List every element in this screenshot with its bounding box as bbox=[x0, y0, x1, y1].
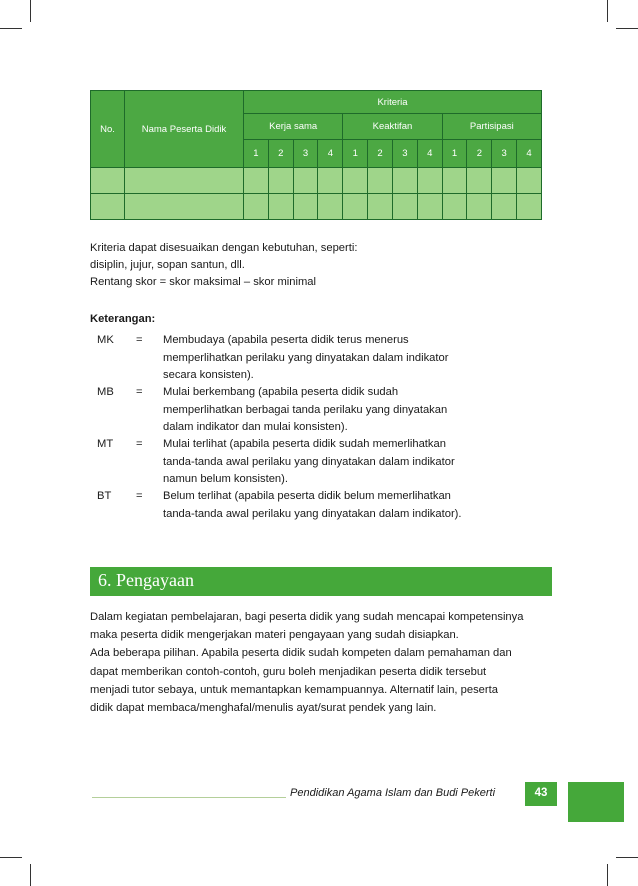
definition-eq: = bbox=[136, 386, 143, 398]
definition-line: secara konsisten). bbox=[163, 369, 254, 381]
definition-line: memperlihatkan berbagai tanda perilaku yang dinyatakan bbox=[163, 403, 448, 416]
assessment-table bbox=[90, 90, 542, 220]
definition-code: MK bbox=[97, 334, 114, 346]
table-row bbox=[91, 168, 542, 194]
definition-line: namun belum konsisten). bbox=[163, 473, 288, 485]
note-line: disiplin, jujur, sopan santun, dll. bbox=[90, 259, 245, 271]
crop-mark bbox=[0, 28, 22, 29]
note-line: Rentang skor = skor maksimal – skor minimal bbox=[90, 276, 316, 288]
score-header: 4 bbox=[318, 140, 343, 168]
page-number: 43 bbox=[525, 782, 557, 806]
score-header: 1 bbox=[343, 140, 368, 168]
score-header: 2 bbox=[467, 140, 492, 168]
score-header: 3 bbox=[293, 140, 318, 168]
definition-code: MT bbox=[97, 438, 114, 450]
definition-eq: = bbox=[136, 490, 143, 502]
header-group-kerja-sama: Kerja sama bbox=[244, 114, 343, 140]
score-header: 1 bbox=[244, 140, 269, 168]
paragraph-line: Ada beberapa pilihan. Apabila peserta didik sudah kompeten dalam pemahaman dan bbox=[90, 647, 512, 660]
score-header: 4 bbox=[417, 140, 442, 168]
header-group-partisipasi: Partisipasi bbox=[442, 114, 541, 140]
definition-text bbox=[163, 384, 447, 437]
footer-rule bbox=[92, 797, 286, 798]
definition-line: Mulai terlihat (apabila peserta didik sudah memerlihatkan bbox=[163, 438, 446, 450]
keterangan-label: Keterangan: bbox=[90, 313, 156, 325]
definition-line: tanda-tanda awal perilaku yang dinyatakan dalam indikator). bbox=[163, 507, 462, 520]
crop-mark bbox=[607, 864, 608, 886]
definition-code: BT bbox=[97, 490, 112, 502]
footer-book-title: Pendidikan Agama Islam dan Budi Pekerti bbox=[290, 787, 496, 799]
crop-mark bbox=[0, 857, 22, 858]
paragraph-line: maka peserta didik mengerjakan materi pengayaan yang sudah disiapkan. bbox=[90, 629, 459, 642]
definition-line: Belum terlihat (apabila peserta didik belum memerlihatkan bbox=[163, 490, 451, 502]
table-row bbox=[91, 194, 542, 220]
section-title: 6. Pengayaan bbox=[98, 570, 194, 590]
header-no: No. bbox=[91, 91, 125, 168]
crop-mark bbox=[607, 0, 608, 22]
crop-mark bbox=[616, 857, 638, 858]
crop-mark bbox=[30, 0, 31, 22]
score-header: 1 bbox=[442, 140, 467, 168]
score-header: 3 bbox=[392, 140, 417, 168]
score-header: 2 bbox=[368, 140, 393, 168]
definition-text bbox=[163, 436, 455, 489]
definition-eq: = bbox=[136, 334, 143, 346]
crop-mark bbox=[616, 28, 638, 29]
definition-line: tanda-tanda awal perilaku yang dinyatakan dalam indikator bbox=[163, 455, 455, 468]
definition-code: MB bbox=[97, 386, 114, 398]
paragraph-line: menjadi tutor sebaya, untuk memantapkan kemampuannya. Alternatif lain, peserta bbox=[90, 683, 498, 696]
definition-line: Mulai berkembang (apabila peserta didik sudah bbox=[163, 386, 399, 398]
paragraph-line: dapat memberikan contoh-contoh, guru boleh menjadikan peserta didik tersebut bbox=[90, 665, 487, 678]
score-header: 4 bbox=[517, 140, 542, 168]
paragraph bbox=[90, 608, 523, 717]
paragraph-line: didik dapat membaca/menghafal/menulis ayat/surat pendek yang lain. bbox=[90, 702, 437, 715]
score-header: 2 bbox=[268, 140, 293, 168]
section-heading-bar bbox=[90, 567, 552, 596]
definition-text bbox=[163, 488, 462, 523]
notes bbox=[90, 240, 357, 291]
definition-line: memperlihatkan perilaku yang dinyatakan dalam indikator bbox=[163, 351, 449, 364]
header-student-name: Nama Peserta Didik bbox=[125, 91, 244, 168]
definition-line: dalam indikator dan mulai konsisten). bbox=[163, 421, 348, 433]
paragraph-line: Dalam kegiatan pembelajaran, bagi peserta didik yang sudah mencapai kompetensinya bbox=[90, 611, 524, 623]
score-header: 3 bbox=[492, 140, 517, 168]
header-kriteria: Kriteria bbox=[244, 91, 542, 114]
definition-text bbox=[163, 332, 448, 385]
definition-line: Membudaya (apabila peserta didik terus menerus bbox=[163, 334, 409, 346]
header-group-keaktifan: Keaktifan bbox=[343, 114, 442, 140]
definition-eq: = bbox=[136, 438, 143, 450]
crop-mark bbox=[30, 864, 31, 886]
note-line: Kriteria dapat disesuaikan dengan kebutuhan, seperti: bbox=[90, 242, 358, 254]
footer-green-block bbox=[568, 782, 624, 822]
